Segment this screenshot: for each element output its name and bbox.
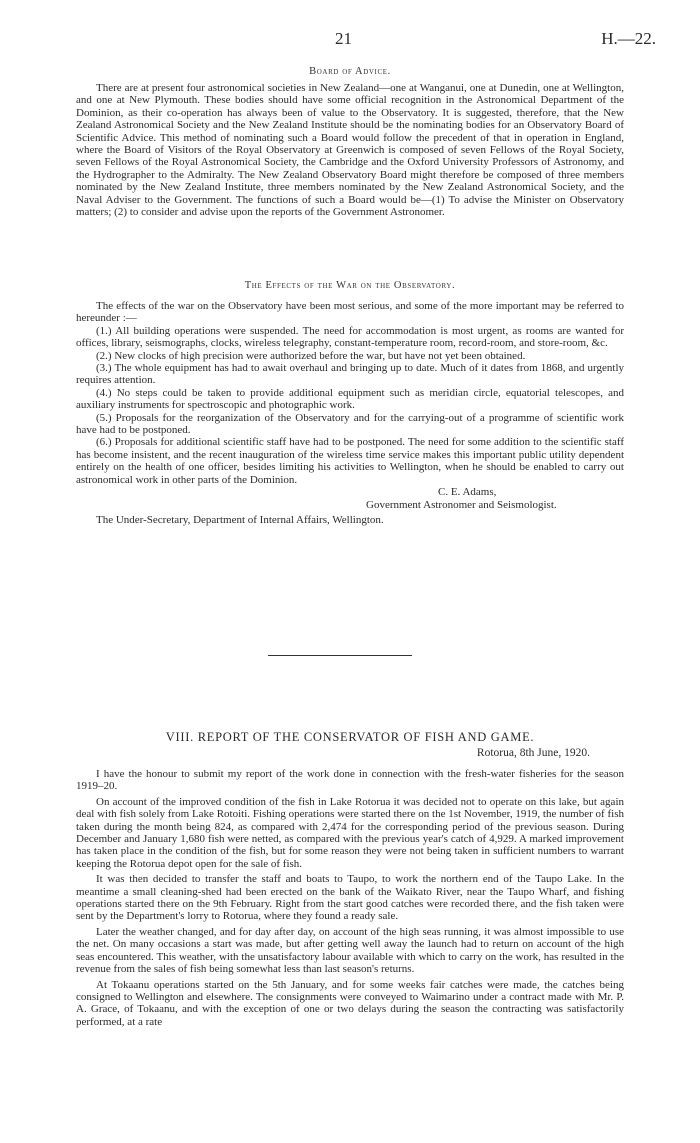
report-dateline: Rotorua, 8th June, 1920. [476, 747, 590, 759]
board-of-advice-paragraph: There are at present four astronomical societies in New Zealand—one at Wanganui, one at Dunedin, one at Wellington, and one at New Plymouth. These bodies should have some official recognition in the Astronomical Department of the Dominion, as their co-operation has always been of value to the Observatory. It is suggested, therefore, that the New Zealand Astronomical Society and the New Zealand Institute should be the nominating bodies for an Observatory Board of Scientific Advice. This method of nominating such a Board would follow the precedent of that in operation in England, where the Board of Visitors of the Royal Observatory at Greenwich is composed of seven Fellows of the Royal Society, seven Fellows of the Royal Astronomical Society, the Cambridge and the Oxford University Professors of Astronomy, and the Hydrographer to the Admiralty. The New Zealand Observatory Board might therefore be composed of three members nominated by the New Zealand Institute, three members nominated by the New Zealand Astronomical Society, and the Naval Adviser to the Government. The functions of such a Board would be—(1) To advise the Minister on Observatory matters; (2) to consider and advise upon the reports of the Government Astronomer. [76, 82, 624, 219]
effects-intro-paragraph: The effects of the war on the Observatory have been most serious, and some of the more important may be referred to hereunder :— [76, 300, 624, 325]
section-heading-board-of-advice: Board of Advice. [309, 66, 391, 77]
effects-item-3: (3.) The whole equipment has had to await overhaul and bringing up to date. Much of it dates from 1868, and urgently requires attention. [76, 362, 624, 387]
report-title: VIII. REPORT OF THE CONSERVATOR OF FISH AND GAME. [165, 730, 535, 744]
section-heading-effects-of-war: The Effects of the War on the Observatory. [244, 280, 456, 291]
effects-item-4: (4.) No steps could be taken to provide additional equipment such as meridian circle, equatorial telescopes, and auxiliary instruments for spectroscopic and photographic work. [76, 386, 624, 412]
fish-and-game-section [76, 768, 624, 1028]
signature-name: C. E. Adams, [438, 486, 497, 499]
report-paragraph-3: It was then decided to transfer the staff and boats to Taupo, to work the northern end of the Taupo Lake. In the meantime a small cleaning-shed had been erected on the bank of the Waikato River, near the Taupo Wharf, and fishing operations started there on the 9th February. Right from the start good catches were recorded there, and the fish taken were sent by the Department's lorry to Rotorua, where they found a ready sale. [76, 873, 624, 923]
report-paragraph-5: At Tokaanu operations started on the 5th January, and for some weeks fair catches were made, the catches being consigned to Wellington and elsewhere. The consignments were conveyed to Waimarino under a contract made with Mr. P. A. Grace, of Tokaanu, and with the exception of one or two delays during the season the contracting was satisfactorily performed, at a rate [76, 978, 624, 1028]
section-divider-rule [268, 655, 412, 656]
addressee: The Under-Secretary, Department of Internal Affairs, Wellington. [96, 513, 384, 526]
effects-of-war-section [76, 280, 624, 526]
report-paragraph-2: On account of the improved condition of the fish in Lake Rotorua it was decided not to operate on this lake, but again deal with fish solely from Lake Rotoiti. Fishing operations were started there on the 1st November, 1919, the number of fish taken during the month being 824, as compared with 2,474 for the corresponding period of the previous season. During December and January 1,680 fish were netted, as compared with the previous year's catch of 4,929. A marked improvement has taken place in the condition of the fish, but for some reason they were not being taken in sufficient numbers to warrant keeping the Rotorua depot open for the sale of fish. [76, 795, 624, 870]
effects-item-1: (1.) All building operations were suspended. The need for accommodation is most urgent, as rooms are wanted for offices, library, seismographs, clocks, wireless telegraphy, constant-temperature room, record-room, and store-room, &c. [76, 324, 624, 350]
effects-item-5: (5.) Proposals for the reorganization of the Observatory and for the carrying-out of a programme of scientific work have had to be postponed. [76, 411, 624, 437]
signature-title: Government Astronomer and Seismologist. [366, 498, 557, 511]
effects-item-2: (2.) New clocks of high precision were authorized before the war, but have not yet been obtained. [96, 349, 526, 362]
report-paragraph-1: I have the honour to submit my report of the work done in connection with the fresh-water fisheries for the season 1919–20. [76, 768, 624, 793]
effects-item-6: (6.) Proposals for additional scientific staff have had to be postponed. The need for some addition to the scientific staff has become insistent, and the recent inauguration of the wireless time service makes this important public utility dependent entirely on the health of one officer, besides limiting his activities to Wellington, when he should be enabled to carry out astronomical work in other parts of the Dominion. [76, 436, 624, 486]
report-paragraph-4: Later the weather changed, and for day after day, on account of the high seas running, it was almost impossible to use the net. On many occasions a start was made, but after getting well away the launch had to return on account of the high seas encountered. This weather, with the unsatisfactory labour available with which to carry on the work, has resulted in the revenue from the sales of fish being somewhat less than last season's returns. [76, 925, 624, 976]
board-of-advice-section [76, 66, 624, 218]
page-number: 21 [335, 29, 352, 48]
paper-reference: H.—22. [601, 29, 656, 48]
